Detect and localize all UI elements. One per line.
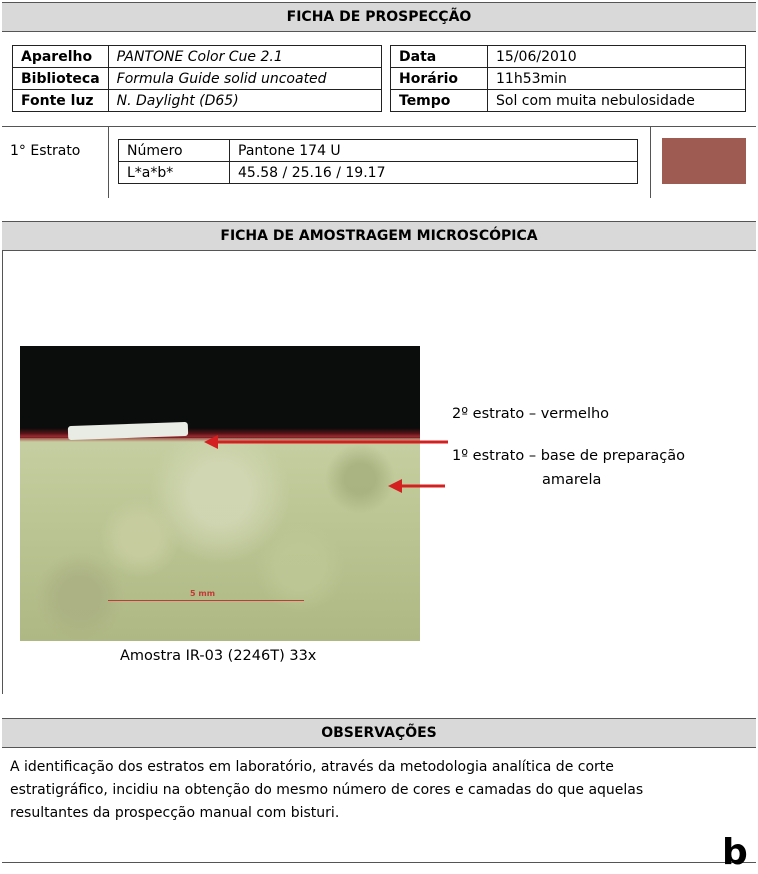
observations-title: OBSERVAÇÕES bbox=[321, 725, 437, 741]
prospection-header bbox=[2, 2, 756, 32]
table-row bbox=[13, 68, 382, 90]
light-source-value: N. Daylight (D65) bbox=[108, 90, 381, 112]
scale-label: 5 mm bbox=[190, 589, 216, 598]
table-row bbox=[13, 46, 382, 68]
annotation-layer-1-cont: amarela bbox=[542, 472, 602, 488]
annotation-layer-2: 2º estrato – vermelho bbox=[452, 406, 610, 422]
color-swatch bbox=[662, 138, 746, 184]
prospection-title: FICHA DE PROSPECÇÃO bbox=[286, 9, 472, 25]
microscopic-title: FICHA DE AMOSTRAGEM MICROSCÓPICA bbox=[220, 228, 538, 244]
annotation-layer-1: 1º estrato – base de preparação bbox=[452, 448, 686, 464]
table-row bbox=[391, 68, 746, 90]
arrow-layer-1-head bbox=[388, 479, 402, 493]
divider bbox=[2, 862, 756, 863]
light-source-label: Fonte luz bbox=[13, 90, 109, 112]
library-label: Biblioteca bbox=[13, 68, 109, 90]
observations-line-1: A identificação dos estratos em laboratório, através da metodologia analítica de corte bbox=[10, 759, 614, 775]
weather-label: Tempo bbox=[391, 90, 488, 112]
table-row bbox=[391, 90, 746, 112]
weather-value: Sol com muita nebulosidade bbox=[488, 90, 746, 112]
library-value: Formula Guide solid uncoated bbox=[108, 68, 381, 90]
session-info-table bbox=[390, 45, 746, 112]
device-info-table bbox=[12, 45, 382, 112]
scale-bar bbox=[108, 600, 304, 601]
annotation-arrows bbox=[190, 430, 455, 500]
table-row bbox=[119, 162, 638, 184]
number-value: Pantone 174 U bbox=[230, 140, 638, 162]
time-label: Horário bbox=[391, 68, 488, 90]
strata-table bbox=[118, 139, 638, 184]
microscopic-header bbox=[2, 221, 756, 251]
image-caption: Amostra IR-03 (2246T) 33x bbox=[120, 648, 317, 664]
lab-value: 45.58 / 25.16 / 19.17 bbox=[230, 162, 638, 184]
lab-label: L*a*b* bbox=[119, 162, 230, 184]
table-row bbox=[391, 46, 746, 68]
table-row bbox=[13, 90, 382, 112]
device-value: PANTONE Color Cue 2.1 bbox=[108, 46, 381, 68]
date-value: 15/06/2010 bbox=[488, 46, 746, 68]
table-row bbox=[119, 140, 638, 162]
figure-letter: b bbox=[722, 832, 748, 873]
observations-header bbox=[2, 718, 756, 748]
device-label: Aparelho bbox=[13, 46, 109, 68]
time-value: 11h53min bbox=[488, 68, 746, 90]
arrow-layer-2-head bbox=[204, 435, 218, 449]
number-label: Número bbox=[119, 140, 230, 162]
date-label: Data bbox=[391, 46, 488, 68]
observations-line-2: estratigráfico, incidiu na obtenção do mesmo número de cores e camadas do que aquelas bbox=[10, 782, 644, 798]
observations-line-3: resultantes da prospecção manual com bisturi. bbox=[10, 805, 340, 821]
divider bbox=[2, 126, 756, 127]
strata-label: 1° Estrato bbox=[10, 143, 81, 159]
divider bbox=[650, 126, 651, 198]
divider bbox=[2, 250, 3, 694]
divider bbox=[108, 126, 109, 198]
